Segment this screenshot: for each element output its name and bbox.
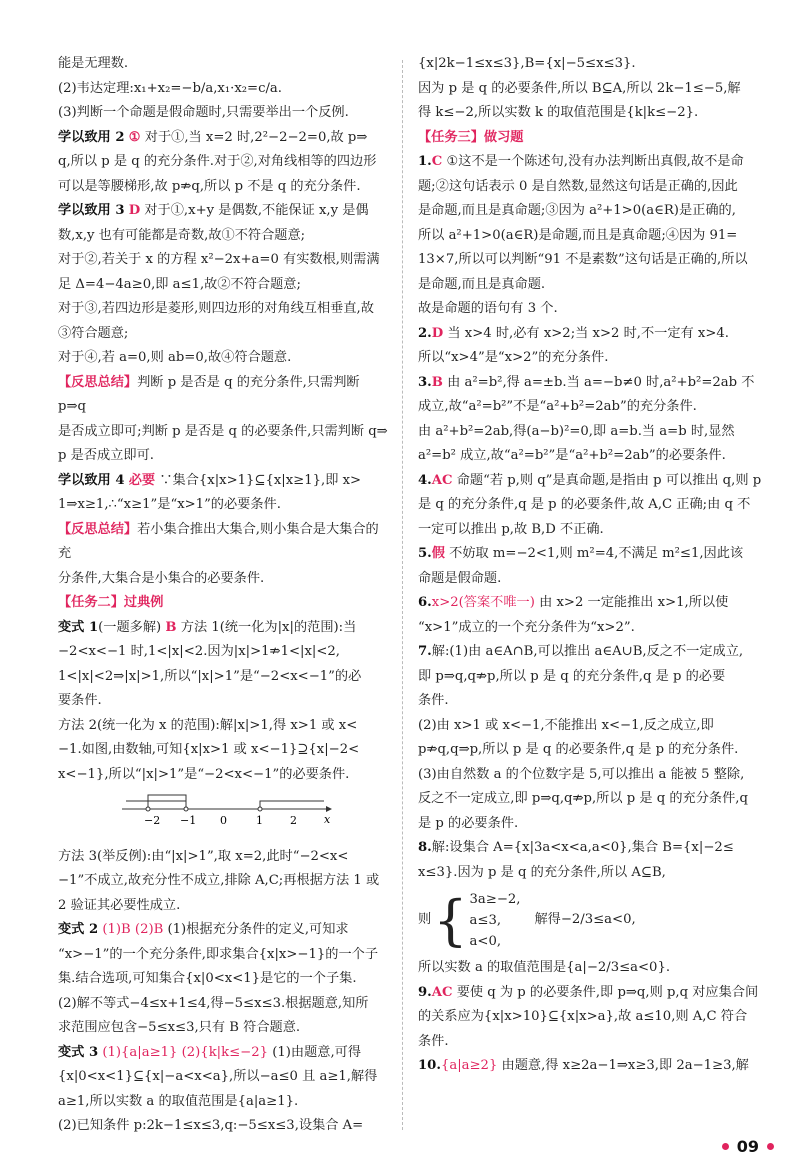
answer: (1)B (2)B xyxy=(102,922,164,937)
task-3-heading: 【任务三】做习题 xyxy=(418,129,524,145)
text-line: 1⇒x≥1,∴“x≥1”是“x>1”的必要条件. xyxy=(58,497,281,512)
text-line: ③符合题意; xyxy=(58,325,129,341)
text-line: “x>1”成立的一个充分条件为“x>2”. xyxy=(418,619,635,635)
text-line: 命题是假命题. xyxy=(418,570,502,586)
text-line: 对于③,若四边形是菱形,则四边形的对角线互相垂直,故 xyxy=(58,301,374,316)
text-line: a²=b² 成立,故“a²=b²”是“a²+b²=2ab”的必要条件. xyxy=(418,448,726,463)
interval-greater-1 xyxy=(260,801,324,809)
reflection-tag: 【反思总结】 xyxy=(58,374,138,390)
tick-label: 1 xyxy=(256,814,263,827)
answer: x>2(答案不唯一) xyxy=(431,595,535,610)
answer: {a|a≥2} xyxy=(440,1058,498,1073)
text-line: 条件. xyxy=(418,693,449,708)
text-line: 一定可以推出 p,故 B,D 不正确. xyxy=(418,521,604,537)
text: ∵集合{x|x>1}⊆{x|x≥1},即 x> xyxy=(159,472,362,488)
answer: B xyxy=(431,374,443,390)
answer: C xyxy=(431,154,443,169)
text: 若小集合推出大集合,则小集合是大集合的充 xyxy=(58,521,379,561)
dot-icon xyxy=(767,1143,774,1150)
system-lines xyxy=(470,889,521,952)
reflection-tag: 【反思总结】 xyxy=(58,521,138,537)
tick-label: −2 xyxy=(144,814,161,827)
text-line: (2)由 x>1 或 x<−1,不能推出 x<−1,反之成立,即 xyxy=(418,717,714,733)
example-2 xyxy=(58,126,388,151)
text-line: (3)由自然数 a 的个位数字是 5,可以推出 a 能被 5 整除, xyxy=(418,766,745,782)
text-line: 2 验证其必要性成立. xyxy=(58,897,181,913)
open-point xyxy=(184,807,188,811)
question-1 xyxy=(418,150,763,175)
text-line: 是 q 的充分条件,q 是 p 的必要条件,故 A,C 正确;由 q 不 xyxy=(418,497,751,512)
solve-result: 解得−2/3≤a<0, xyxy=(534,912,636,928)
text-line: “x>−1”的一个充分条件,即求集合{x|x>−1}的一个子 xyxy=(58,946,379,962)
text-line: 对于④,若 a=0,则 ab=0,故④符合题意. xyxy=(58,350,292,365)
task-2-heading: 【任务二】过典例 xyxy=(58,595,164,610)
question-3 xyxy=(418,371,763,396)
text-line: {x|0<x<1}⊆{x|−a<x<a},所以−a≤0 且 a≥1,解得 xyxy=(58,1069,378,1084)
text: 由 x>2 一定能推出 x>1,所以使 xyxy=(539,595,729,610)
open-point xyxy=(258,807,262,811)
question-number: 5. xyxy=(418,546,432,561)
system-line: a≤3, xyxy=(469,913,502,928)
text: 命题“若 p,则 q”是真命题,是指由 p 可以推出 q,则 p xyxy=(456,472,762,488)
example-4 xyxy=(58,469,388,494)
text: 解:设集合 A={x|3a<x<a,a<0},集合 B={x|−2≤ xyxy=(431,840,734,855)
text-line: 由 a²+b²=2ab,得(a−b)²=0,即 a=b.当 a=b 时,显然 xyxy=(418,423,735,439)
question-2 xyxy=(418,322,763,347)
reflection-summary-1 xyxy=(58,371,388,420)
text-line: 的关系应为{x|x>10}⊆{x|x>a},故 a≤10,则 A,C 符合 xyxy=(418,1009,748,1024)
variant-2 xyxy=(58,918,388,943)
text-line: 题;②这句话表示 0 是自然数,显然这句话是正确的,因此 xyxy=(418,178,738,194)
page-number xyxy=(722,1137,774,1156)
question-number: 6. xyxy=(418,595,432,610)
text-line: 求范围应包含−5≤x≤3,只有 B 符合题意. xyxy=(58,1020,301,1035)
text-line: 对于②,若关于 x 的方程 x²−2x+a=0 有实数根,则需满 xyxy=(58,252,380,267)
question-number: 10. xyxy=(418,1058,441,1073)
reflection-summary-2 xyxy=(58,518,388,567)
text-line: (3)判断一个命题是假命题时,只需要举出一个反例. xyxy=(58,105,349,120)
answer: 必要 xyxy=(128,472,156,488)
text-line: a≥1,所以实数 a 的取值范围是{a|a≥1}. xyxy=(58,1093,299,1109)
question-10 xyxy=(418,1054,763,1079)
axis-label: x xyxy=(324,813,331,826)
answer: ① xyxy=(128,129,141,145)
interval-less-minus1 xyxy=(126,801,186,809)
question-number: 1. xyxy=(418,154,432,169)
text-line: 方法 3(举反例):由“|x|>1”,取 x=2,此时“−2<x< xyxy=(58,848,349,864)
page-number-text: 09 xyxy=(736,1137,759,1156)
variant-3 xyxy=(58,1041,388,1066)
text: 方法 1(统一化为|x|的范围):当 xyxy=(180,619,357,635)
question-number: 9. xyxy=(418,984,432,1000)
variant-label: 变式 1 xyxy=(58,619,99,635)
text-line: 所以 a²+1>0(a∈R)是命题,而且是真命题;④因为 91= xyxy=(418,227,738,243)
text-line: 反之不一定成立,即 p⇒q,q⇏p,所以 p 是 q 的充分条件,q xyxy=(418,791,748,806)
answer: (1){a|a≥1} (2){k|k≤−2} xyxy=(102,1044,268,1060)
right-column xyxy=(418,52,763,1079)
answer: AC xyxy=(431,472,453,488)
text-line: 方法 2(统一化为 x 的范围):解|x|>1,得 x>1 或 x< xyxy=(58,717,358,733)
text-line: (2)解不等式−4≤x+1≤4,得−5≤x≤3.根据题意,知所 xyxy=(58,995,369,1011)
text-line: −1”不成立,故充分性不成立,排除 A,C;再根据方法 1 或 xyxy=(58,873,380,888)
variant-label: 变式 2 xyxy=(58,922,99,937)
number-line-svg xyxy=(118,791,338,829)
text-line: 是否成立即可;判断 p 是否是 q 的必要条件,只需判断 q⇒ xyxy=(58,423,388,439)
text-line: x≤3}.因为 p 是 q 的充分条件,所以 A⊆B, xyxy=(418,864,666,880)
text: 对于①,当 x=2 时,2²−2−2=0,故 p⇒ xyxy=(144,129,368,145)
interval-minus2-minus1 xyxy=(148,795,186,809)
question-number: 2. xyxy=(418,325,432,341)
text-line: 得 k≤−2,所以实数 k 的取值范围是{k|k≤−2}. xyxy=(418,105,699,120)
question-number: 7. xyxy=(418,644,432,659)
text-line: x<−1},所以“|x|>1”是“−2<x<−1”的必要条件. xyxy=(58,766,350,782)
text-line: (2)已知条件 p:2k−1≤x≤3,q:−5≤x≤3,设集合 A= xyxy=(58,1118,364,1133)
text-line: −1.如图,由数轴,可知{x|x>1 或 x<−1}⊇{x|−2< xyxy=(58,742,360,757)
text-line: −2<x<−1 时,1<|x|<2.因为|x|>1⇏1<|x|<2, xyxy=(58,644,340,659)
text-line: 即 p⇒q,q⇏p,所以 p 是 q 的充分条件,q 是 p 的必要 xyxy=(418,668,726,684)
answer: D xyxy=(431,325,444,341)
text-line: 数,x,y 也有可能都是奇数,故①不符合题意; xyxy=(58,227,306,243)
text-line: 是命题,而且是真命题;③因为 a²+1>0(a∈R)是正确的, xyxy=(418,203,736,218)
text: ①这不是一个陈述句,没有办法判断出真假,故不是命 xyxy=(446,154,744,169)
variant-subtitle: (一题多解) xyxy=(98,619,162,635)
text-line: 是命题,而且是真命题. xyxy=(418,276,546,292)
text: (1)由题意,可得 xyxy=(272,1044,362,1060)
tick-label: −1 xyxy=(180,814,197,827)
variant-1 xyxy=(58,616,388,641)
text: (1)根据充分条件的定义,可知求 xyxy=(167,922,349,937)
text-line: 所以“x>4”是“x>2”的充分条件. xyxy=(418,350,609,365)
example-3 xyxy=(58,199,388,224)
vieta-formula: (2)韦达定理:x₁+x₂=−b/a,x₁·x₂=c/a. xyxy=(58,80,282,96)
text-line: 可以是等腰梯形,故 p⇏q,所以 p 不是 q 的充分条件. xyxy=(58,178,361,194)
question-number: 4. xyxy=(418,472,432,488)
text-line: 是 p 的必要条件. xyxy=(418,815,519,831)
question-number: 3. xyxy=(418,374,432,390)
text-line: 故是命题的语句有 3 个. xyxy=(418,301,558,316)
then-text: 则 xyxy=(418,912,432,928)
answer: B xyxy=(165,619,177,635)
question-9 xyxy=(418,981,763,1006)
text-line: 13×7,所以可以判断“91 不是素数”这句话是正确的,所以 xyxy=(418,252,748,267)
question-5 xyxy=(418,542,763,567)
text-line: 成立,故“a²=b²”不是“a²+b²=2ab”的充分条件. xyxy=(418,399,697,414)
system-line: a<0, xyxy=(469,934,502,949)
text: 判断 p 是否是 q 的充分条件,只需判断 p⇒q xyxy=(58,374,360,414)
text-line: 1<|x|<2⇒|x|>1,所以“|x|>1”是“−2<x<−1”的必 xyxy=(58,668,362,684)
text-line: 足 Δ=4−4a≥0,即 a≤1,故②不符合题意; xyxy=(58,276,301,292)
text: 要使 q 为 p 的必要条件,即 p⇒q,则 p,q 对应集合间 xyxy=(456,984,759,1000)
axis-arrow xyxy=(326,806,332,812)
text-line: p 是否成立即可. xyxy=(58,448,154,463)
dot-icon xyxy=(722,1143,729,1150)
text-line: 因为 p 是 q 的必要条件,所以 B⊆A,所以 2k−1≤−5,解 xyxy=(418,80,741,96)
example-label: 学以致用 4 xyxy=(58,472,125,488)
text-line: 要条件. xyxy=(58,693,102,708)
question-number: 8. xyxy=(418,840,432,855)
text: 当 x>4 时,必有 x>2;当 x>2 时,不一定有 x>4. xyxy=(447,325,729,341)
text: 不妨取 m=−2<1,则 m²=4,不满足 m²≤1,因此该 xyxy=(449,546,744,561)
column-divider xyxy=(402,60,403,1130)
tick-label: 0 xyxy=(220,814,227,827)
inequality-system xyxy=(418,889,763,952)
text: 由题意,得 x≥2a−1⇒x≥3,即 2a−1≥3,解 xyxy=(501,1058,749,1073)
text: 由 a²=b²,得 a=±b.当 a=−b≠0 时,a²+b²=2ab 不 xyxy=(447,374,755,390)
text-line: 所以实数 a 的取值范围是{a|−2/3≤a<0}. xyxy=(418,960,671,975)
text-line: 分条件,大集合是小集合的必要条件. xyxy=(58,570,265,586)
answer: D xyxy=(128,203,141,218)
text-line: q,所以 p 是 q 的充分条件.对于②,对角线相等的四边形 xyxy=(58,154,377,169)
example-label: 学以致用 2 xyxy=(58,129,125,145)
text-line: 集.结合选项,可知集合{x|0<x<1}是它的一个子集. xyxy=(58,971,357,986)
left-brace-icon: { xyxy=(433,888,468,952)
variant-label: 变式 3 xyxy=(58,1044,99,1060)
left-column xyxy=(58,52,388,1139)
answer: AC xyxy=(431,984,453,1000)
text-line: {x|2k−1≤x≤3},B={x|−5≤x≤3}. xyxy=(418,56,636,71)
question-8 xyxy=(418,836,763,861)
question-4 xyxy=(418,469,763,494)
text: 对于①,x+y 是偶数,不能保证 x,y 是偶 xyxy=(144,203,369,218)
text-line: p⇏q,q⇒p,所以 p 是 q 的必要条件,q 是 p 的充分条件. xyxy=(418,742,739,757)
tick-label: 2 xyxy=(290,814,297,827)
text-line: 能是无理数. xyxy=(58,56,129,71)
open-point xyxy=(146,807,150,811)
text: 解:(1)由 a∈A∩B,可以推出 a∈A∪B,反之不一定成立, xyxy=(431,644,744,659)
question-7 xyxy=(418,640,763,665)
question-6 xyxy=(418,591,763,616)
answer: 假 xyxy=(431,546,445,561)
text-line: 条件. xyxy=(418,1033,449,1049)
system-line: 3a≥−2, xyxy=(469,892,521,907)
example-label: 学以致用 3 xyxy=(58,203,125,218)
number-line-figure xyxy=(118,791,388,839)
